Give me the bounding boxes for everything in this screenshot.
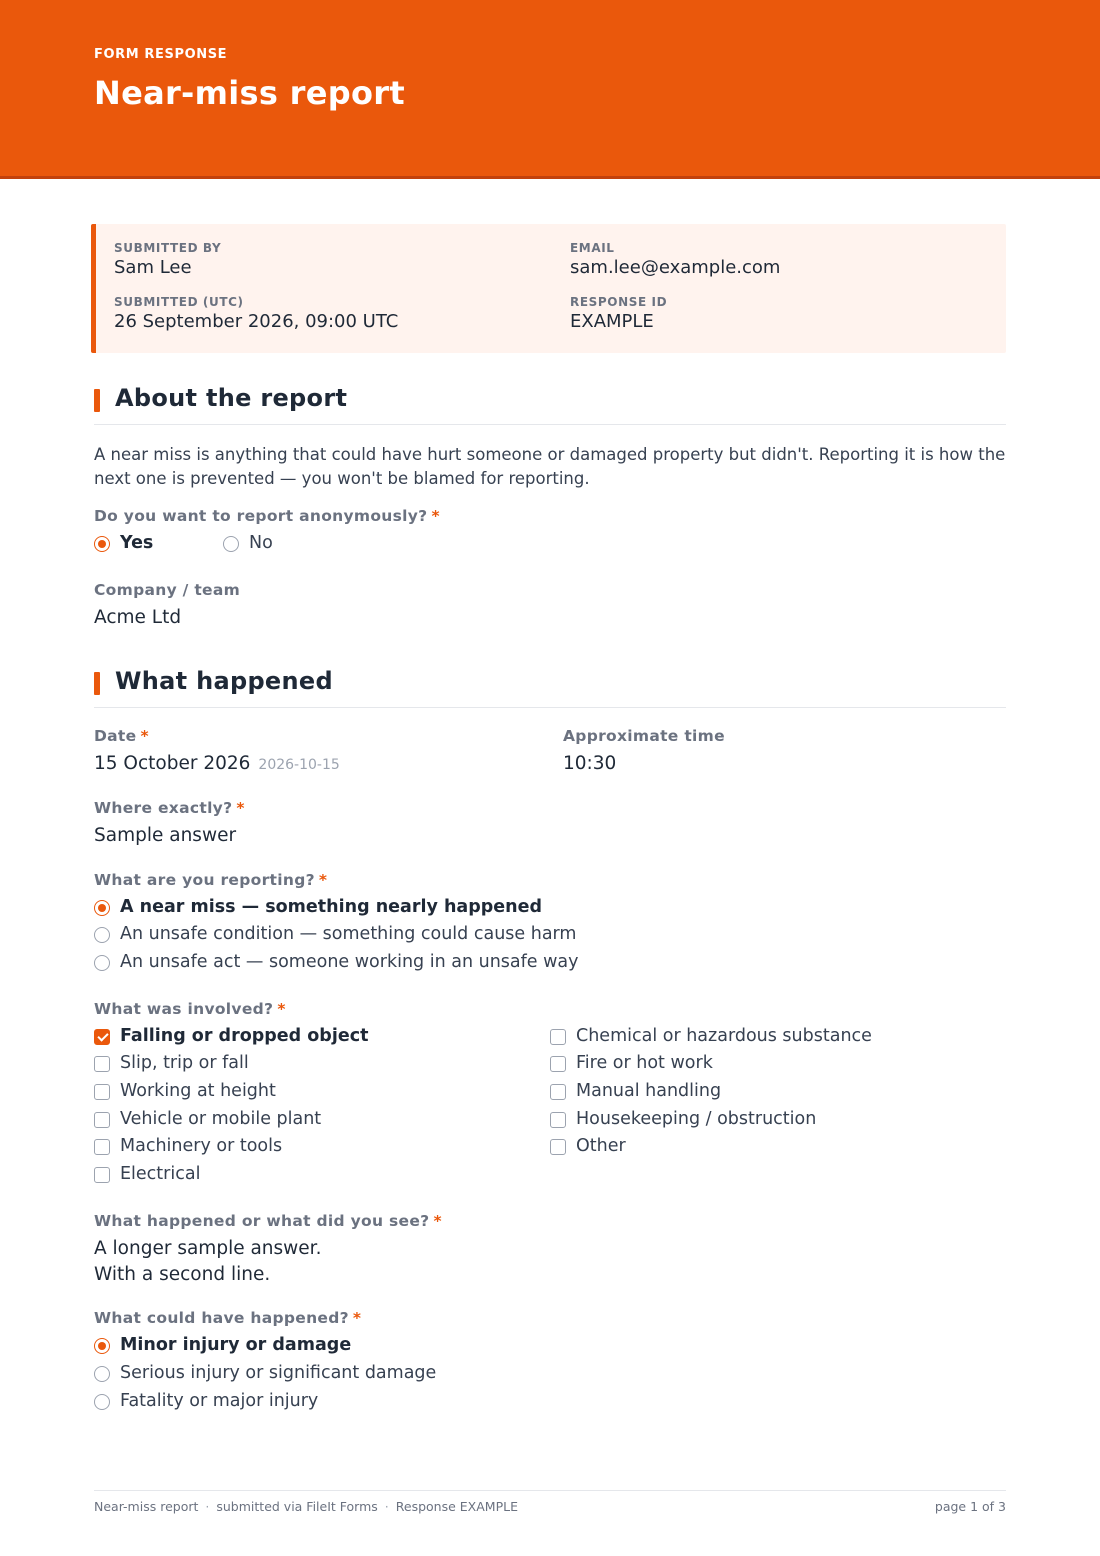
page-title: Near-miss report xyxy=(94,74,405,112)
question-text: What was involved? xyxy=(94,1000,274,1018)
checkbox-empty-icon xyxy=(550,1084,566,1100)
required-mark: * xyxy=(433,1212,442,1230)
question-text: What could have happened? xyxy=(94,1309,349,1327)
option-label: An unsafe act — someone working in an unsafe way xyxy=(120,952,579,972)
email-label: EMAIL xyxy=(570,241,615,255)
company-answer: Acme Ltd xyxy=(94,607,182,628)
checkbox-empty-icon xyxy=(94,1139,110,1155)
saw-question xyxy=(94,1212,442,1230)
option-label: Housekeeping / obstruction xyxy=(576,1109,817,1129)
where-question xyxy=(94,799,245,817)
question-text: What happened or what did you see? xyxy=(94,1212,430,1230)
option-label: Fatality or major injury xyxy=(120,1391,319,1411)
required-mark: * xyxy=(431,507,440,525)
section-title: What happened xyxy=(115,667,333,695)
submitted-cell xyxy=(114,295,398,332)
checkbox-checked-icon xyxy=(94,1029,110,1045)
option-label: A near miss — something nearly happened xyxy=(120,897,542,917)
footer-form-name: Near-miss report xyxy=(94,1499,199,1514)
option-label: Vehicle or mobile plant xyxy=(120,1109,322,1129)
reporting-question xyxy=(94,871,327,889)
email-cell xyxy=(570,241,780,278)
submitted-label: SUBMITTED (UTC) xyxy=(114,295,244,309)
radio-empty-icon xyxy=(94,1394,110,1410)
time-question: Approximate time xyxy=(563,727,725,745)
response-id-cell xyxy=(570,295,667,332)
submitted-by-cell xyxy=(114,241,221,278)
section-accent-bar xyxy=(94,389,100,412)
checkbox-empty-icon xyxy=(94,1112,110,1128)
section-accent-bar xyxy=(94,672,100,695)
section-title: About the report xyxy=(115,384,348,412)
checkbox-empty-icon xyxy=(550,1112,566,1128)
saw-answer-line-1: A longer sample answer. xyxy=(94,1238,322,1259)
option-label: Slip, trip or fall xyxy=(120,1053,249,1073)
required-mark: * xyxy=(352,1309,362,1327)
question-text: What are you reporting? xyxy=(94,871,315,889)
separator-dot: · xyxy=(384,1499,389,1514)
date-iso-value: 2026-10-15 xyxy=(258,757,340,773)
page-number: page 1 of 3 xyxy=(934,1499,1006,1514)
submitted-value: 26 September 2026, 09:00 UTC xyxy=(114,311,399,332)
checkbox-empty-icon xyxy=(550,1029,566,1045)
required-mark: * xyxy=(236,799,245,817)
option-label: Working at height xyxy=(120,1081,276,1101)
radio-selected-icon xyxy=(94,900,110,916)
date-question xyxy=(94,727,149,745)
option-label: Other xyxy=(576,1136,626,1156)
required-mark: * xyxy=(318,871,328,889)
separator-dot: · xyxy=(205,1499,210,1514)
question-text: Date xyxy=(94,727,137,745)
involved-question xyxy=(94,1000,286,1018)
option-label: Serious injury or significant damage xyxy=(120,1363,437,1383)
submission-meta-panel xyxy=(91,224,1006,353)
submitted-by-value: Sam Lee xyxy=(114,257,192,278)
question-text: Where exactly? xyxy=(94,799,233,817)
option-label: Manual handling xyxy=(576,1081,722,1101)
form-header xyxy=(0,0,1100,179)
option-label: Electrical xyxy=(120,1164,201,1184)
required-mark: * xyxy=(140,727,149,745)
section-what-happened xyxy=(94,667,1006,708)
email-value: sam.lee@example.com xyxy=(570,257,781,278)
option-label: No xyxy=(249,533,273,553)
radio-empty-icon xyxy=(94,927,110,943)
footer-via: submitted via FileIt Forms xyxy=(216,1499,378,1514)
about-intro-text: A near miss is anything that could have hurt someone or damaged property but didn't. Reporting it is how the next one is prevented — you won't be blamed for reporting. xyxy=(94,445,1006,488)
could-question xyxy=(94,1309,361,1327)
radio-empty-icon xyxy=(94,955,110,971)
option-label: Falling or dropped object xyxy=(120,1026,369,1046)
option-label: Machinery or tools xyxy=(120,1136,283,1156)
radio-selected-icon xyxy=(94,1338,110,1354)
option-label: Minor injury or damage xyxy=(120,1335,352,1355)
where-answer: Sample answer xyxy=(94,825,237,846)
option-label: Fire or hot work xyxy=(576,1053,713,1073)
header-kicker: FORM RESPONSE xyxy=(94,47,228,62)
footer-divider xyxy=(94,1490,1006,1491)
checkbox-empty-icon xyxy=(94,1056,110,1072)
radio-empty-icon xyxy=(94,1366,110,1382)
time-answer: 10:30 xyxy=(563,753,617,774)
required-mark: * xyxy=(277,1000,286,1018)
option-label: Yes xyxy=(120,533,154,553)
checkbox-empty-icon xyxy=(550,1139,566,1155)
submitted-by-label: SUBMITTED BY xyxy=(114,241,222,255)
section-about xyxy=(94,384,1006,425)
date-answer xyxy=(94,753,340,774)
response-id-label: RESPONSE ID xyxy=(570,295,668,309)
checkbox-empty-icon xyxy=(550,1056,566,1072)
date-value: 15 October 2026 xyxy=(94,753,251,774)
footer-response: Response EXAMPLE xyxy=(395,1499,518,1514)
company-question: Company / team xyxy=(94,581,241,599)
checkbox-empty-icon xyxy=(94,1084,110,1100)
radio-empty-icon xyxy=(223,536,239,552)
saw-answer-line-2: With a second line. xyxy=(94,1264,271,1285)
option-label: Chemical or hazardous substance xyxy=(576,1026,872,1046)
checkbox-empty-icon xyxy=(94,1167,110,1183)
anonymous-question xyxy=(94,507,440,525)
footer-info xyxy=(94,1499,518,1514)
option-label: An unsafe condition — something could cause harm xyxy=(120,924,577,944)
radio-selected-icon xyxy=(94,536,110,552)
response-id-value: EXAMPLE xyxy=(570,311,654,332)
question-text: Do you want to report anonymously? xyxy=(94,507,428,525)
